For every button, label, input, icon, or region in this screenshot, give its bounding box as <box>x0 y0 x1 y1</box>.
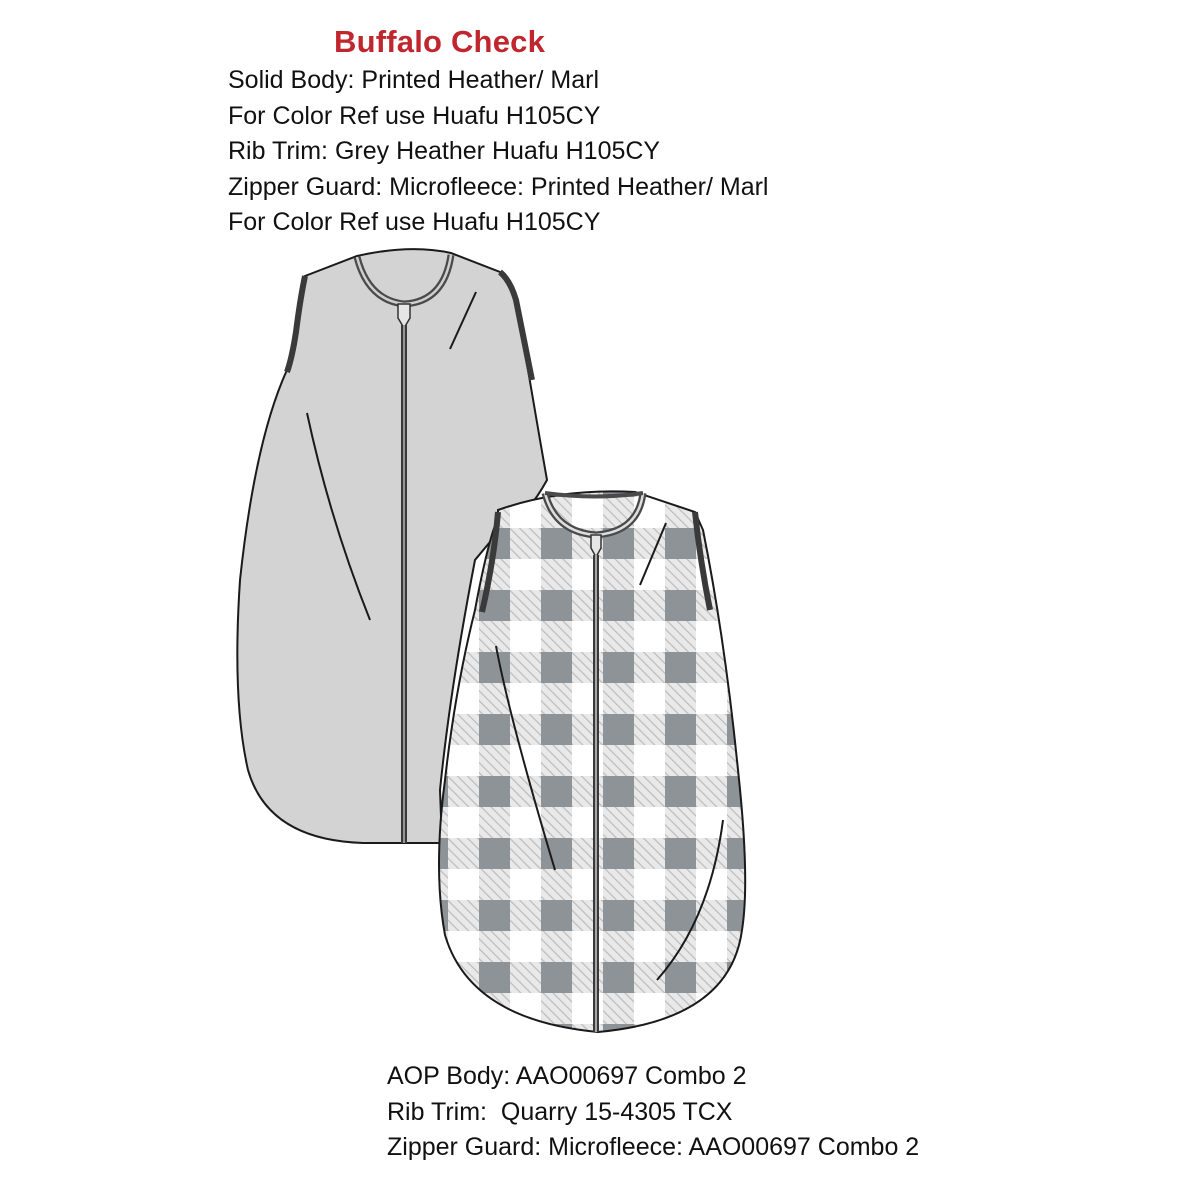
spec-aop-body: AOP Body: AAO00697 Combo 2 <box>387 1062 747 1090</box>
spec-rib-trim: Rib Trim: Quarry 15-4305 TCX <box>387 1097 733 1126</box>
solid-garment-spec <box>228 63 769 241</box>
page-title: Buffalo Check <box>334 24 546 59</box>
buffalo-check-sleep-sack <box>430 480 760 1040</box>
spec-color-ref-2: For Color Ref use Huafu H105CY <box>228 208 601 236</box>
spec-color-ref: For Color Ref use Huafu H105CY <box>228 101 601 130</box>
spec-zipper-guard: Zipper Guard: Microfleece: Printed Heather/ Marl <box>228 172 769 201</box>
spec-zipper-guard: Zipper Guard: Microfleece: AAO00697 Combo 2 <box>387 1133 920 1161</box>
check-garment-spec <box>387 1059 919 1166</box>
spec-solid-body: Solid Body: Printed Heather/ Marl <box>228 66 600 94</box>
spec-rib-trim: Rib Trim: Grey Heather Huafu H105CY <box>228 137 661 165</box>
